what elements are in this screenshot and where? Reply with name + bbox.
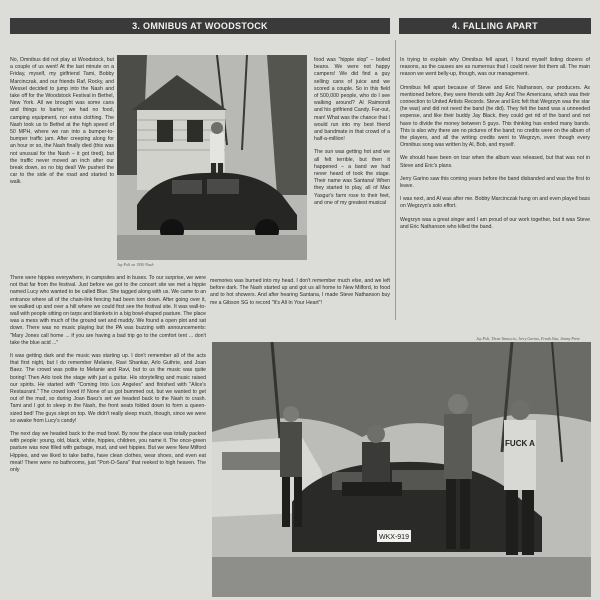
col3-paragraph-4: Jerry Garino saw this coming years before the band disbanded and was the first to leave. [400, 175, 590, 190]
caption-small-photo: Jay Poli on 1950 Nash [117, 262, 154, 267]
col3-text [400, 57, 590, 237]
col1-top-text: No, Omnibus did not play at Woodstock, but a couple of us went! At the last minute on a Friday, myself, my girlfriend Tami, Bobby Marcinczak, and our friends Raf, Rocky, and Wessel decided to jump into the Nash and take off for the Woodstock Festival in Bethel, New York. All we brought was some cans and things to barter; we had no food, camping equipment, nor extra clothing. The Nash took us to Bethel at the high speed of 50 MPH, where we ran into a bumper-to-bumper traffic jam. After creeping along for an hour or so, the Nash finally died (this was not unusual for the Nash – it got tired), but the traffic never moved an inch after our break down, so no big deal! We pushed the car to the side of the road and started to walk. [10, 57, 114, 186]
band-photo-illustration [212, 342, 591, 597]
col3-paragraph-1: In trying to explain why Omnibus fell apart, I found myself listing dozens of reasons, as the causes are as numerous that I could never list them all. The main reason we went belly-up, though, was our management. [400, 57, 590, 78]
col3-paragraph-3: We should have been on tour when the album was released, but that was not in Steve and Eric's plans. [400, 155, 590, 169]
col2-wide-text: memories was burned into my head. I don't remember much else, and we left before dark. The Nash started up and got us all home to New Milford, to food and to hot showers. And after hearing Santana, I made Steve Nathanson buy me a Gibson SG to record "It's All In Your Heart"! [210, 278, 390, 306]
col2-top-text [314, 57, 390, 213]
license-plate-text: WKX-919 [379, 534, 409, 541]
col3-paragraph-5: I was next, and Al was after me. Bobby Marcinczak hung on and even played bass on Wegrzyn's solo effort. [400, 196, 590, 210]
col2-paragraph-santana: The sun was getting hot and we all felt terrible, but then it happened – a band we had never heard of took the stage. Their name was Santana! When they started to play, all of Max Yasgur's farm rose to their feet, and one of my greatest musical [314, 149, 390, 206]
column-divider [395, 40, 396, 320]
col1-lower-text [10, 275, 206, 480]
caption-big-photo: Jay Poli, Thom Vanuccio, Jerry Garino, Frank Sita, Jimmy Prete [476, 336, 580, 341]
nash-car-illustration [117, 55, 307, 260]
col1-paragraph-night: It was getting dark and the music was starting up. I don't remember all of the acts that first night, but I do remember Melanie, Ravi Shankar, Arlo Guthrie, and Joan Baez. The crowd was polite to Melanie and Ravi, but to us the music was quite boring! Then Arlo took the stage with just a guitar. His storytelling and music raised our spirits. He started with "Coming Into Los Angeles" and finished with "Alice's Restaurant." The crowd loved it! None of us got bummed out, but we wanted to get out of the mud, so during Joan Baez's set we headed back to the Nash to crash. Tami and I got to sleep in the Nash, the front seats folded down to form a queen-sized bed! The guys slept on top. We didn't really sleep much, though, since we were so awake from Lucy's candy! [10, 353, 206, 424]
shirt-text: FUCK A [505, 439, 535, 448]
col3-paragraph-6: Wegrzyn was a great singer and I am proud of our work together, but it was Steve and Eric Nathanson who killed the band. [400, 216, 590, 230]
section-title-woodstock: 3. OMNIBUS AT WOODSTOCK [10, 18, 390, 34]
col3-paragraph-2: Omnibus fell apart because of Steve and Eric Nathanson, our producers. As mentioned before, they were friends with Jay And The Americans, which was their connection to United Artists Records. Steve and Eric felt that Wegrzyn was the star (he was) and did not need the band (he did). They felt the band was a unneeded expense, and like their buddy Jay Black, they could get rid of the band and not have to divide the money between 5 guys. This thinking has ended many bands. This is also why there are no pictures of the band; no credits were on the album of the players, and all the writing credits went to Wegrzyn, even though every Omnibus song was written by Al, Bob, and myself. [400, 84, 590, 149]
photo-band [212, 342, 591, 597]
section-title-falling-apart: 4. FALLING APART [399, 18, 591, 34]
col2-paragraph-food: food was "hippie slop" – boiled beans. We were not happy campers! We did find a guy selling cans of juice and we scored a couple. So in this field of 500,000 people, who do I see walking around? Al Raimondi and his girlfriend Candy. Far-out, man! What was the chance that I would run into my best friend and bandmate in that crowd of a half-a-million! [314, 57, 390, 143]
col1-paragraph-hippies: There were hippies everywhere, in campsites and in buses. To our surprise, we were not that far from the festival. Just before we got to the concert site we met a hippie named Lucy who wanted to be called Blue. She tagged along with us. We came to an entrance where all of the chain-link fencing had been torn down. After going over it, we walked up and over a hill where we could first see the festival site. It was wall-to-wall with people sitting on tarps and blankets in a big bowl-shaped pasture. The place was a mess with much of the ground wet and muddy. We found a open plot and sat down. There was no music playing but the PA was buzzing with announcements: "Mary Jones call home ... if you are having a bad trip go to the comfort tent ... don't take the blue acid ..." [10, 275, 207, 346]
col1-paragraph-next-day: The next day we headed back to the mud bowl. By now the place was totally packed with people: young, old, black, white, hippies, children, you name it. The once-green pasture was now filled with garbage, mud, and wet hippies. But we were New Milford Hippies, and we liked to take baths, have clean clothes, wear shoes, and even eat meat! There were no bathrooms, just "Port-O-Sans" that reeked to high heaven. The only [10, 431, 206, 474]
photo-nash-car [117, 55, 307, 260]
